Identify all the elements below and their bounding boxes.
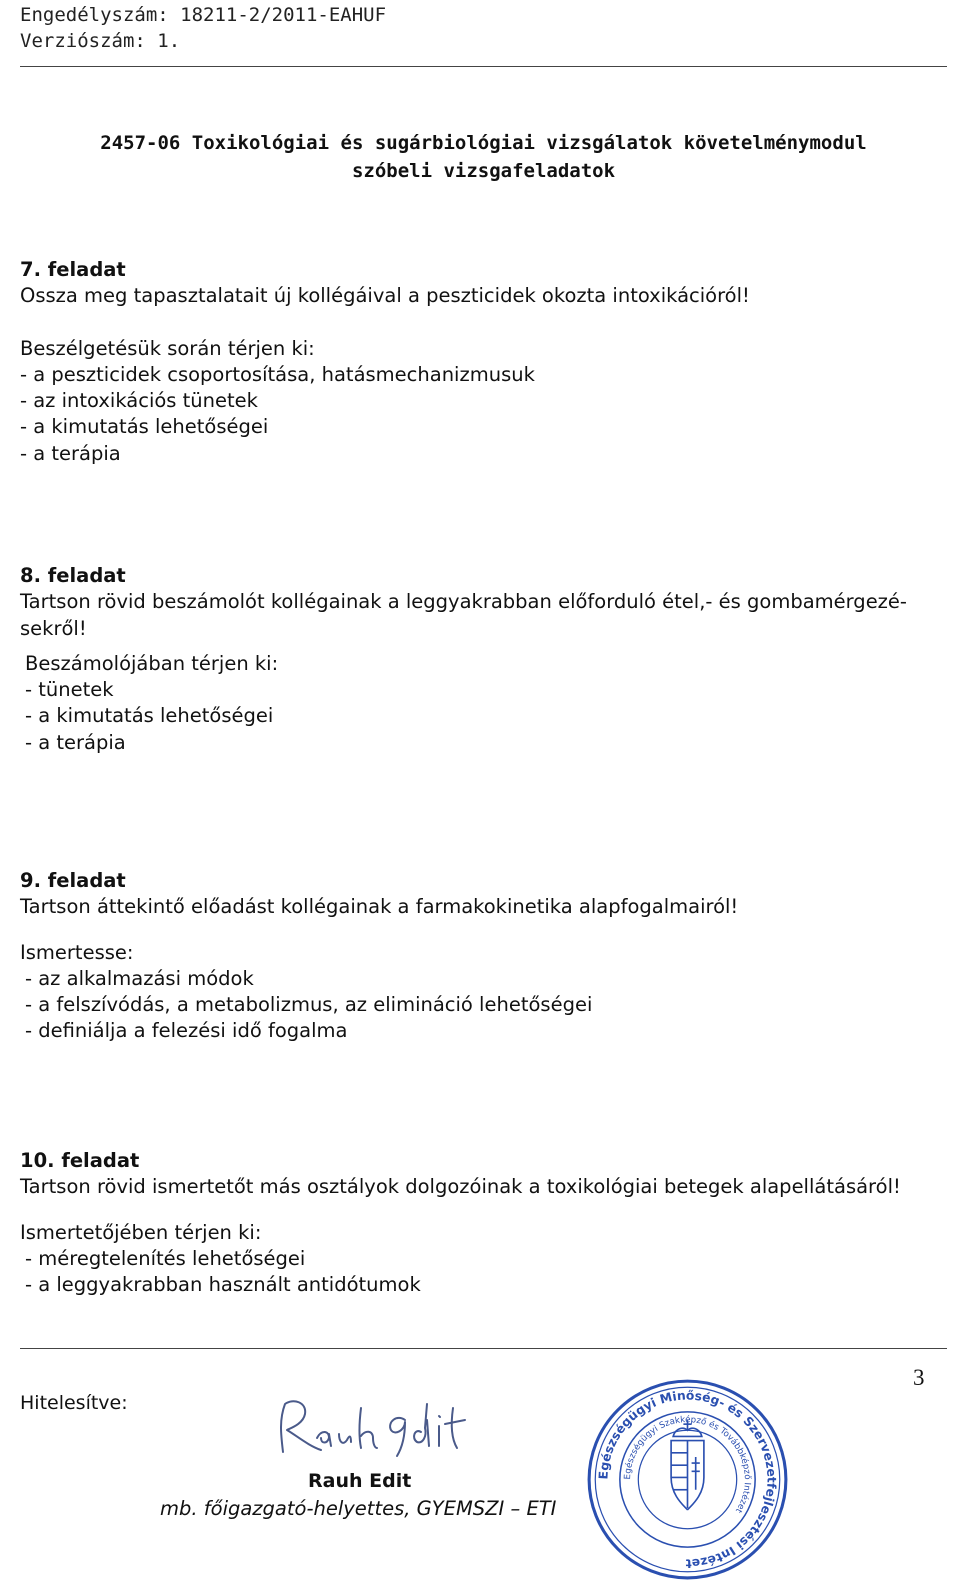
task-lead: Ismertetőjében térjen ki: <box>20 1220 262 1244</box>
task-description: Tartson áttekintő előadást kollégainak a farmakokinetika alapfogalmairól! <box>20 895 739 919</box>
handwritten-signature <box>265 1390 485 1470</box>
task-item: - tünetek <box>25 678 114 702</box>
document-title <box>20 129 947 185</box>
task-number: 7. feladat <box>20 258 126 281</box>
task-number: 9. feladat <box>20 869 126 892</box>
seal-inner-text: Egészségügyi Szakképző és Továbbképző Intézet <box>623 1415 752 1515</box>
version-number: Verziószám: 1. <box>20 30 181 52</box>
signer-title: mb. főigazgató-helyettes, GYEMSZI – ETI <box>160 1497 557 1520</box>
task-item: - a kimutatás lehetőségei <box>25 704 274 728</box>
license-number: Engedélyszám: 18211-2/2011-EAHUF <box>20 4 387 26</box>
task-lead: Ismertesse: <box>20 940 134 964</box>
header-divider <box>20 66 947 67</box>
authentication-label: Hitelesítve: <box>20 1392 128 1414</box>
task-item: - a kimutatás lehetőségei <box>20 415 269 439</box>
task-item: - az alkalmazási módok <box>25 966 254 990</box>
task-description: Ossza meg tapasztalatait új kollégáival a peszticidek okozta intoxikációról! <box>20 284 750 308</box>
task-number: 8. feladat <box>20 564 126 587</box>
task-description-cont: sekről! <box>20 616 87 640</box>
task-item: - az intoxikációs tünetek <box>20 389 258 413</box>
task-item: - a terápia <box>20 441 121 465</box>
document-header <box>20 2 386 54</box>
task-9 <box>20 868 940 1045</box>
task-lead: Beszélgetésük során térjen ki: <box>20 336 315 360</box>
task-number: 10. feladat <box>20 1149 140 1172</box>
official-seal <box>585 1377 790 1582</box>
task-item: - a felszívódás, a metabolizmus, az elimináció lehetőségei <box>25 993 593 1017</box>
task-item: - a terápia <box>25 730 126 754</box>
task-item: - méregtelenítés lehetőségei <box>25 1246 306 1270</box>
title-line-1: 2457-06 Toxikológiai és sugárbiológiai vizsgálatok követelménymodul <box>100 132 867 154</box>
task-10 <box>20 1148 940 1298</box>
title-line-2: szóbeli vizsgafeladatok <box>351 160 616 182</box>
task-7 <box>20 257 940 467</box>
task-item: - a peszticidek csoportosítása, hatásmechanizmusuk <box>20 362 535 386</box>
task-description: Tartson rövid beszámolót kollégainak a leggyakrabban előforduló étel,- és gombamérgezé- <box>20 590 907 614</box>
footer-divider <box>20 1348 947 1349</box>
signer-name: Rauh Edit <box>308 1470 412 1492</box>
task-lead: Beszámolójában térjen ki: <box>25 651 279 675</box>
task-item: - a leggyakrabban használt antidótumok <box>25 1273 421 1297</box>
task-8 <box>20 563 940 756</box>
task-description: Tartson rövid ismertetőt más osztályok dolgozóinak a toxikológiai betegek alapellátásáról! <box>20 1175 901 1199</box>
seal-outer-text: Egészségügyi Minőség- és Szervezetfejlesztési Intézet <box>596 1388 779 1571</box>
task-item: - definiálja a felezési idő fogalma <box>25 1019 348 1043</box>
page-number: 3 <box>913 1365 925 1390</box>
